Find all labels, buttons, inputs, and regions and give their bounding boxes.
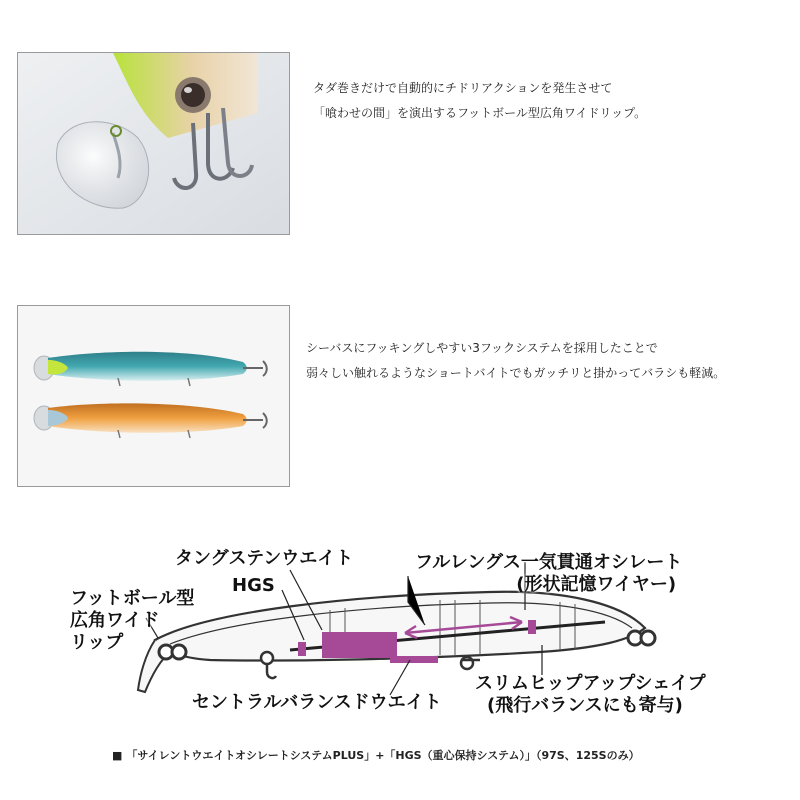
caption-line: タダ巻きだけで自動的にチドリアクションを発生させて — [313, 81, 613, 95]
slim-hip-shape-label — [475, 673, 706, 717]
footnote-text: 「サイレントウエイトオシレートシステムPLUS」+「HGS（重心保持システム）」（97S、125Sのみ） — [126, 749, 640, 762]
lure-structure-diagram — [60, 540, 750, 730]
label-line: スリムヒップアップシェイプ — [475, 673, 706, 694]
lip-feature-caption — [313, 76, 646, 126]
caption-line: 「喰わせの間」を演出するフットボール型広角ワイドリップ。 — [313, 106, 647, 120]
hook-system-caption — [306, 336, 725, 386]
label-line: (飛行バランスにも寄与) — [487, 695, 683, 716]
system-footnote — [112, 747, 640, 763]
label-line: リップ — [70, 632, 124, 653]
football-lip-label — [70, 588, 194, 654]
label-line: フルレングス一気貫通オシレート — [415, 552, 683, 573]
tungsten-weight-label: タングステンウエイト — [175, 548, 354, 569]
lip-closeup-photo — [17, 52, 290, 235]
label-line: (形状記憶ワイヤー) — [516, 574, 677, 595]
caption-line: シーバスにフッキングしやすい3フックシステムを採用したことで — [306, 341, 658, 355]
caption-line: 弱々しい触れるようなショートバイトでもガッチリと掛かってバラシも軽減。 — [306, 366, 726, 380]
hgs-label: HGS — [232, 575, 275, 596]
bullet-square-icon: ■ — [112, 749, 123, 762]
label-line: 広角ワイド — [70, 610, 160, 631]
central-balanced-weight-label: セントラルバランスドウエイト — [192, 692, 442, 713]
full-length-oscillate-label — [415, 552, 682, 596]
label-line: フットボール型 — [70, 588, 195, 609]
lures-photo — [17, 305, 290, 487]
